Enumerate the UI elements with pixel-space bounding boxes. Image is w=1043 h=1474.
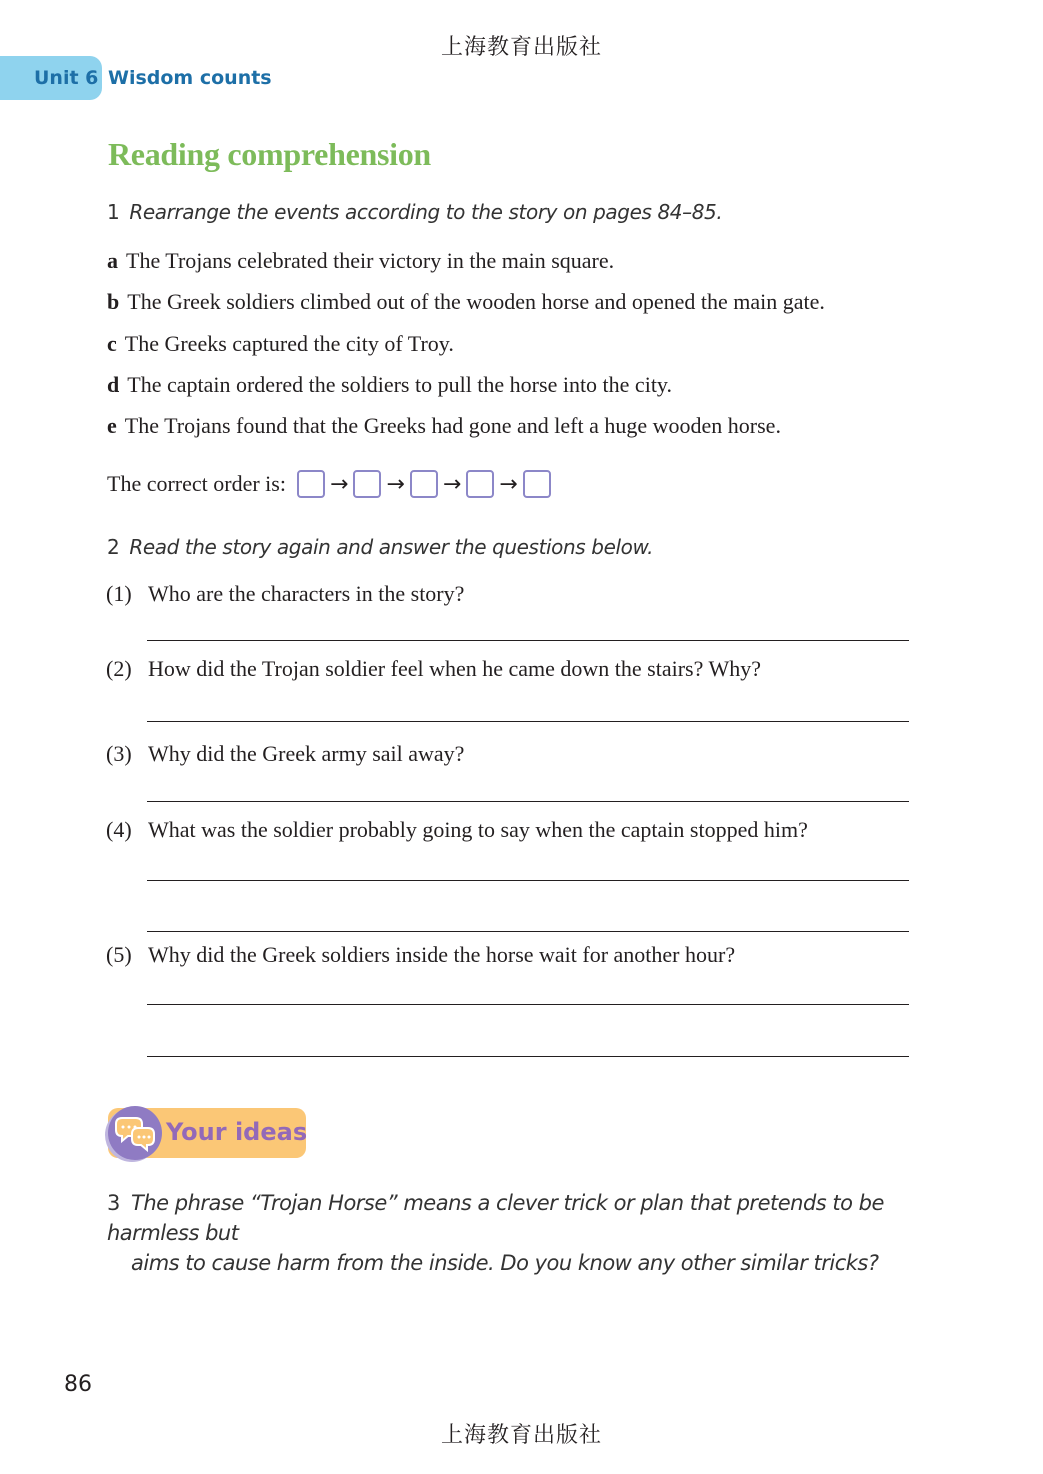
- exercise3-number: 3: [107, 1191, 120, 1215]
- answer-line[interactable]: [147, 1004, 909, 1005]
- exercise2-instruction-text: Read the story again and answer the questions below.: [129, 535, 654, 559]
- event-letter: e: [107, 413, 117, 438]
- order-box-1[interactable]: [297, 470, 325, 498]
- event-text: The Trojans celebrated their victory in the main square.: [126, 248, 615, 273]
- question-number: (2): [106, 656, 132, 681]
- your-ideas-icon-circle: [108, 1106, 162, 1160]
- event-item: [107, 289, 825, 315]
- page-number: 86: [64, 1372, 92, 1397]
- event-text: The captain ordered the soldiers to pull the horse into the city.: [127, 372, 672, 397]
- exercise2-number: 2: [107, 535, 120, 559]
- answer-line[interactable]: [147, 880, 909, 881]
- event-text: The Greeks captured the city of Troy.: [124, 331, 454, 356]
- question-text: Who are the characters in the story?: [148, 581, 465, 606]
- answer-line[interactable]: [147, 721, 909, 722]
- question-text: Why did the Greek army sail away?: [148, 741, 465, 766]
- question-text: What was the soldier probably going to say when the captain stopped him?: [148, 817, 808, 842]
- footer-publisher: 上海教育出版社: [440, 1422, 602, 1447]
- exercise3: [107, 1188, 927, 1278]
- question-3: [106, 741, 464, 767]
- answer-line[interactable]: [147, 931, 909, 932]
- question-text: How did the Trojan soldier feel when he came down the stairs? Why?: [148, 656, 762, 681]
- event-letter: b: [107, 289, 120, 314]
- answer-line[interactable]: [147, 1056, 909, 1057]
- exercise1-instruction: [107, 200, 722, 224]
- section-title: Reading comprehension: [108, 136, 431, 172]
- question-1: [106, 581, 464, 607]
- order-box-4[interactable]: [466, 470, 494, 498]
- order-box-3[interactable]: [410, 470, 438, 498]
- arrow-icon: →: [442, 471, 462, 497]
- event-letter: c: [107, 331, 117, 356]
- arrow-icon: →: [386, 471, 405, 497]
- event-item: [107, 331, 454, 357]
- event-item: [107, 413, 781, 439]
- correct-order-row: [107, 470, 554, 498]
- exercise2-instruction: [107, 535, 653, 559]
- event-text: The Greek soldiers climbed out of the wooden horse and opened the main gate.: [127, 289, 825, 314]
- question-text: Why did the Greek soldiers inside the horse wait for another hour?: [148, 942, 736, 967]
- order-box-5[interactable]: [523, 470, 551, 498]
- question-4: [106, 817, 808, 843]
- arrow-icon: →: [329, 471, 349, 497]
- header-publisher: 上海教育出版社: [440, 34, 602, 59]
- answer-line[interactable]: [147, 801, 909, 802]
- event-letter: d: [107, 372, 120, 397]
- question-number: (1): [106, 581, 132, 606]
- event-text: The Trojans found that the Greeks had gone and left a huge wooden horse.: [124, 413, 781, 438]
- exercise3-line1: The phrase “Trojan Horse” means a clever trick or plan that pretends to be harmless but: [107, 1191, 884, 1245]
- question-number: (4): [106, 817, 132, 842]
- event-letter: a: [107, 248, 118, 273]
- event-item: [107, 248, 614, 274]
- question-5: [106, 942, 735, 968]
- exercise1-number: 1: [107, 200, 120, 224]
- arrow-icon: →: [499, 471, 518, 497]
- unit-title: Wisdom counts: [108, 67, 272, 89]
- event-item: [107, 372, 672, 398]
- question-number: (3): [106, 741, 132, 766]
- answer-line[interactable]: [147, 640, 909, 641]
- exercise1-instruction-text: Rearrange the events according to the story on pages 84–85.: [129, 200, 723, 224]
- your-ideas-label: Your ideas: [166, 1118, 308, 1146]
- speech-bubbles-icon: [108, 1106, 162, 1160]
- exercise3-line2: aims to cause harm from the inside. Do you know any other similar tricks?: [131, 1251, 879, 1275]
- order-box-2[interactable]: [353, 470, 381, 498]
- unit-label: Unit 6: [34, 67, 99, 89]
- question-2: [106, 656, 761, 682]
- question-number: (5): [106, 942, 132, 967]
- correct-order-label: The correct order is:: [107, 471, 286, 496]
